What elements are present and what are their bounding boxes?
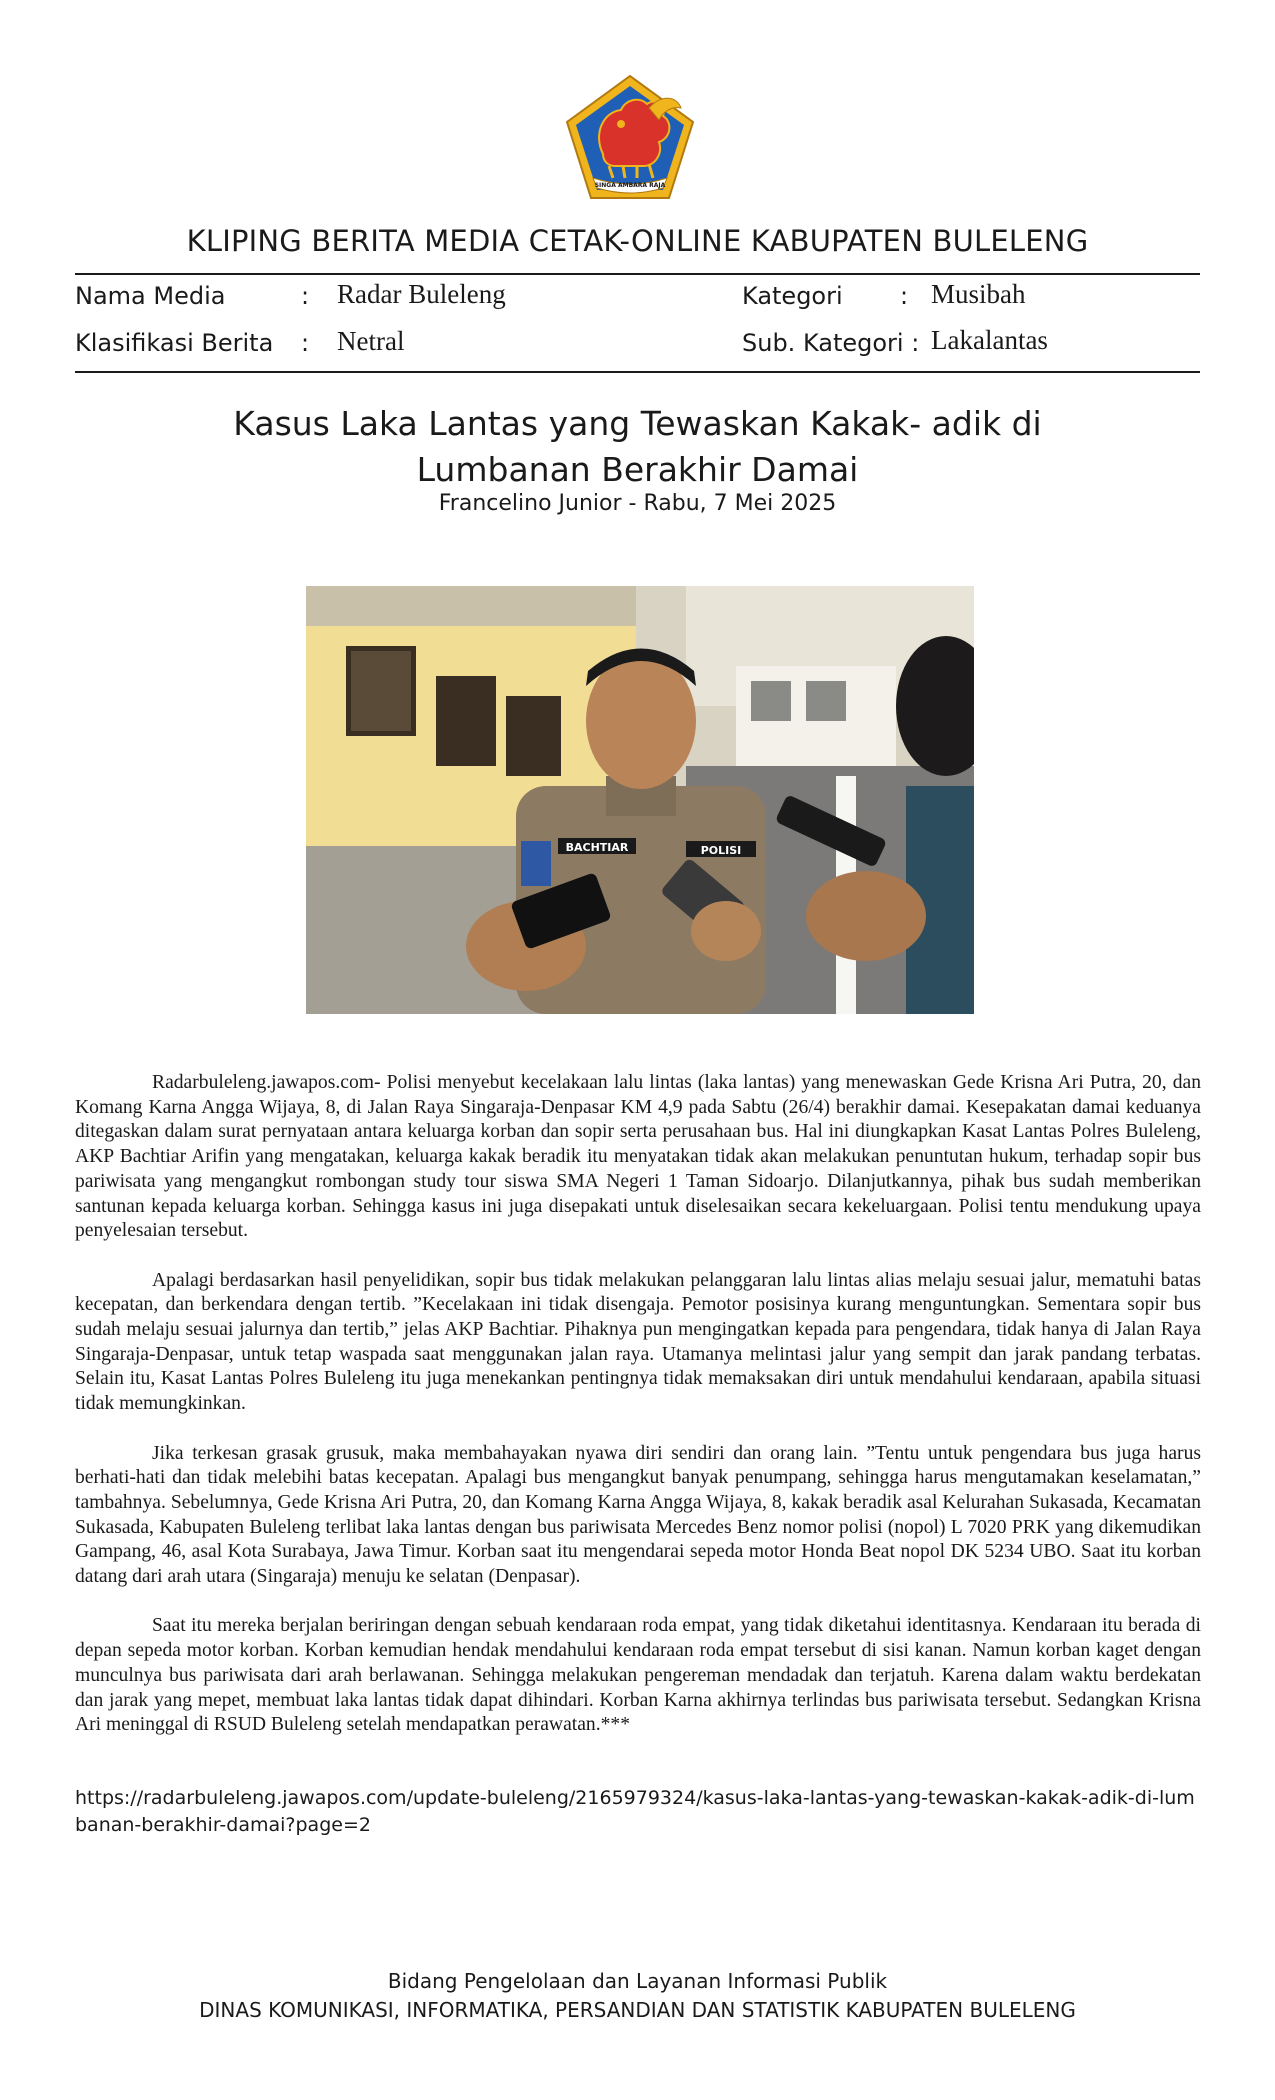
source-url-link[interactable]: https://radarbuleleng.jawapos.com/update-buleleng/2165979324/kasus-laka-lantas-yang-tewaskan-kakak-adik-di-lumbanan-berakhir-damai?page=2: [75, 1787, 1195, 1836]
buleleng-seal-logo: [563, 74, 697, 202]
article-body: [75, 1071, 1201, 1763]
footer-department: Bidang Pengelolaan dan Layanan Informasi Publik: [387, 1969, 888, 1993]
category-value: Musibah: [931, 279, 1026, 309]
article-byline: Francelino Junior - Rabu, 7 Mei 2025: [438, 491, 837, 516]
classification-label: Klasifikasi Berita: [75, 329, 274, 357]
article-paragraph: Radarbuleleng.jawapos.com- Polisi menyebut kecelakaan lalu lintas (laka lantas) yang menewaskan Gede Krisna Ari Putra, 20, dan Komang Karna Angga Wijaya, 8, di Jalan Raya Singaraja-Denpasar KM 4,9 pada Sabtu (26/4) berakhir damai. Kesepakatan damai keduanya ditegaskan dalam surat pernyataan antara keluarga korban dan sopir serta perusahaan bus. Hal ini diungkapkan Kasat Lantas Polres Buleleng, AKP Bachtiar Arifin yang mengatakan, keluarga kakak beradik itu menyatakan tidak akan melakukan penuntutan hukum, terhadap sopir bus pariwisata yang mengangkut rombongan study tour siswa SMA Negeri 1 Taman Sidoarjo. Dilanjutkannya, pihak bus sudah memberikan santunan kepada keluarga korban. Sehingga kasus ini juga disepakati untuk diselesaikan secara kekeluargaan. Polisi tentu mendukung upaya penyelesaian tersebut.: [75, 1072, 1201, 1242]
category-colon: :: [900, 282, 909, 310]
article-headline: Kasus Laka Lantas yang Tewaskan Kakak- adik di Lumbanan Berakhir Damai: [233, 404, 1042, 489]
photo-badge-name: BACHTIAR: [565, 841, 629, 854]
classification-colon: :: [301, 329, 310, 357]
article-paragraph: Saat itu mereka berjalan beriringan dengan sebuah kendaraan roda empat, yang tidak diketahui identitasnya. Kendaraan itu berada di depan sepeda motor korban. Korban kemudian hendak mendahului kendaraan roda empat tersebut di sisi kanan. Namun korban kaget dengan munculnya bus pariwisata dari arah berlawanan. Sehingga melakukan pengereman mendadak dan terjatuh. Karena dalam waktu berdekatan dan jarak yang mepet, membuat laka lantas tidak dapat dihindari. Korban Karna akhirnya terlindas bus pariwisata tersebut. Sedangkan Krisna Ari meninggal di RSUD Buleleng setelah mendapatkan perawatan.***: [75, 1615, 1201, 1736]
bottom-divider: [75, 371, 1200, 373]
media-value: Radar Buleleng: [337, 279, 506, 309]
article-paragraph: Apalagi berdasarkan hasil penyelidikan, sopir bus tidak melakukan pelanggaran lalu lintas alias melaju sesuai jalur, mematuhi batas kecepatan, dan berkendara dengan tertib. ”Kecelakaan ini tidak disengaja. Pemotor posisinya kurang menguntungkan. Sementara sopir bus sudah melaju sesuai jalurnya dan tertib,” jelas AKP Bachtiar. Pihaknya pun mengingatkan kepada para pengendara, tidak hanya di Jalan Raya Singaraja-Denpasar, untuk tetap waspada saat menggunakan jalan raya. Utamanya melintasi jalur yang sempit dan jarak pandang terbatas. Selain itu, Kasat Lantas Polres Buleleng itu juga menekankan pentingnya tidak memaksakan diri untuk mendahului kendaraan, apabila situasi tidak memungkinkan.: [75, 1269, 1201, 1415]
top-divider: [75, 273, 1200, 275]
kliping-title: KLIPING BERITA MEDIA CETAK-ONLINE KABUPATEN BULELENG: [186, 224, 1089, 258]
footer-agency: DINAS KOMUNIKASI, INFORMATIKA, PERSANDIAN DAN STATISTIK KABUPATEN BULELENG: [199, 1998, 1076, 2022]
category-label: Kategori: [742, 282, 843, 310]
photo-badge-polisi: POLISI: [700, 844, 742, 857]
police-officer-interview-photo: [306, 586, 974, 1014]
subcategory-label: Sub. Kategori :: [742, 329, 920, 357]
media-colon: :: [301, 282, 310, 310]
classification-value: Netral: [337, 326, 405, 356]
media-label: Nama Media: [75, 282, 226, 310]
seal-motto-text: SINGA AMBARA RAJA: [594, 182, 666, 189]
subcategory-value: Lakalantas: [931, 325, 1048, 355]
article-paragraph: Jika terkesan grasak grusuk, maka membahayakan nyawa diri sendiri dan orang lain. ”Tentu untuk pengendara bus juga harus berhati-hati dan tidak melebihi batas kecepatan. Apalagi bus mengangkut banyak penumpang, sehingga harus mengutamakan keselamatan,” tambahnya. Sebelumnya, Gede Krisna Ari Putra, 20, dan Komang Karna Angga Wijaya, 8, kakak beradik asal Kelurahan Sukasada, Kecamatan Sukasada, Kabupaten Buleleng terlibat laka lantas dengan bus pariwisata Mercedes Benz nomor polisi (nopol) L 7020 PRK yang dikemudikan Gampang, 46, asal Kota Surabaya, Jawa Timur. Korban saat itu mengendarai sepeda motor Honda Beat nopol DK 5234 UBO. Saat itu korban datang dari arah utara (Singaraja) menuju ke selatan (Denpasar).: [75, 1442, 1201, 1588]
